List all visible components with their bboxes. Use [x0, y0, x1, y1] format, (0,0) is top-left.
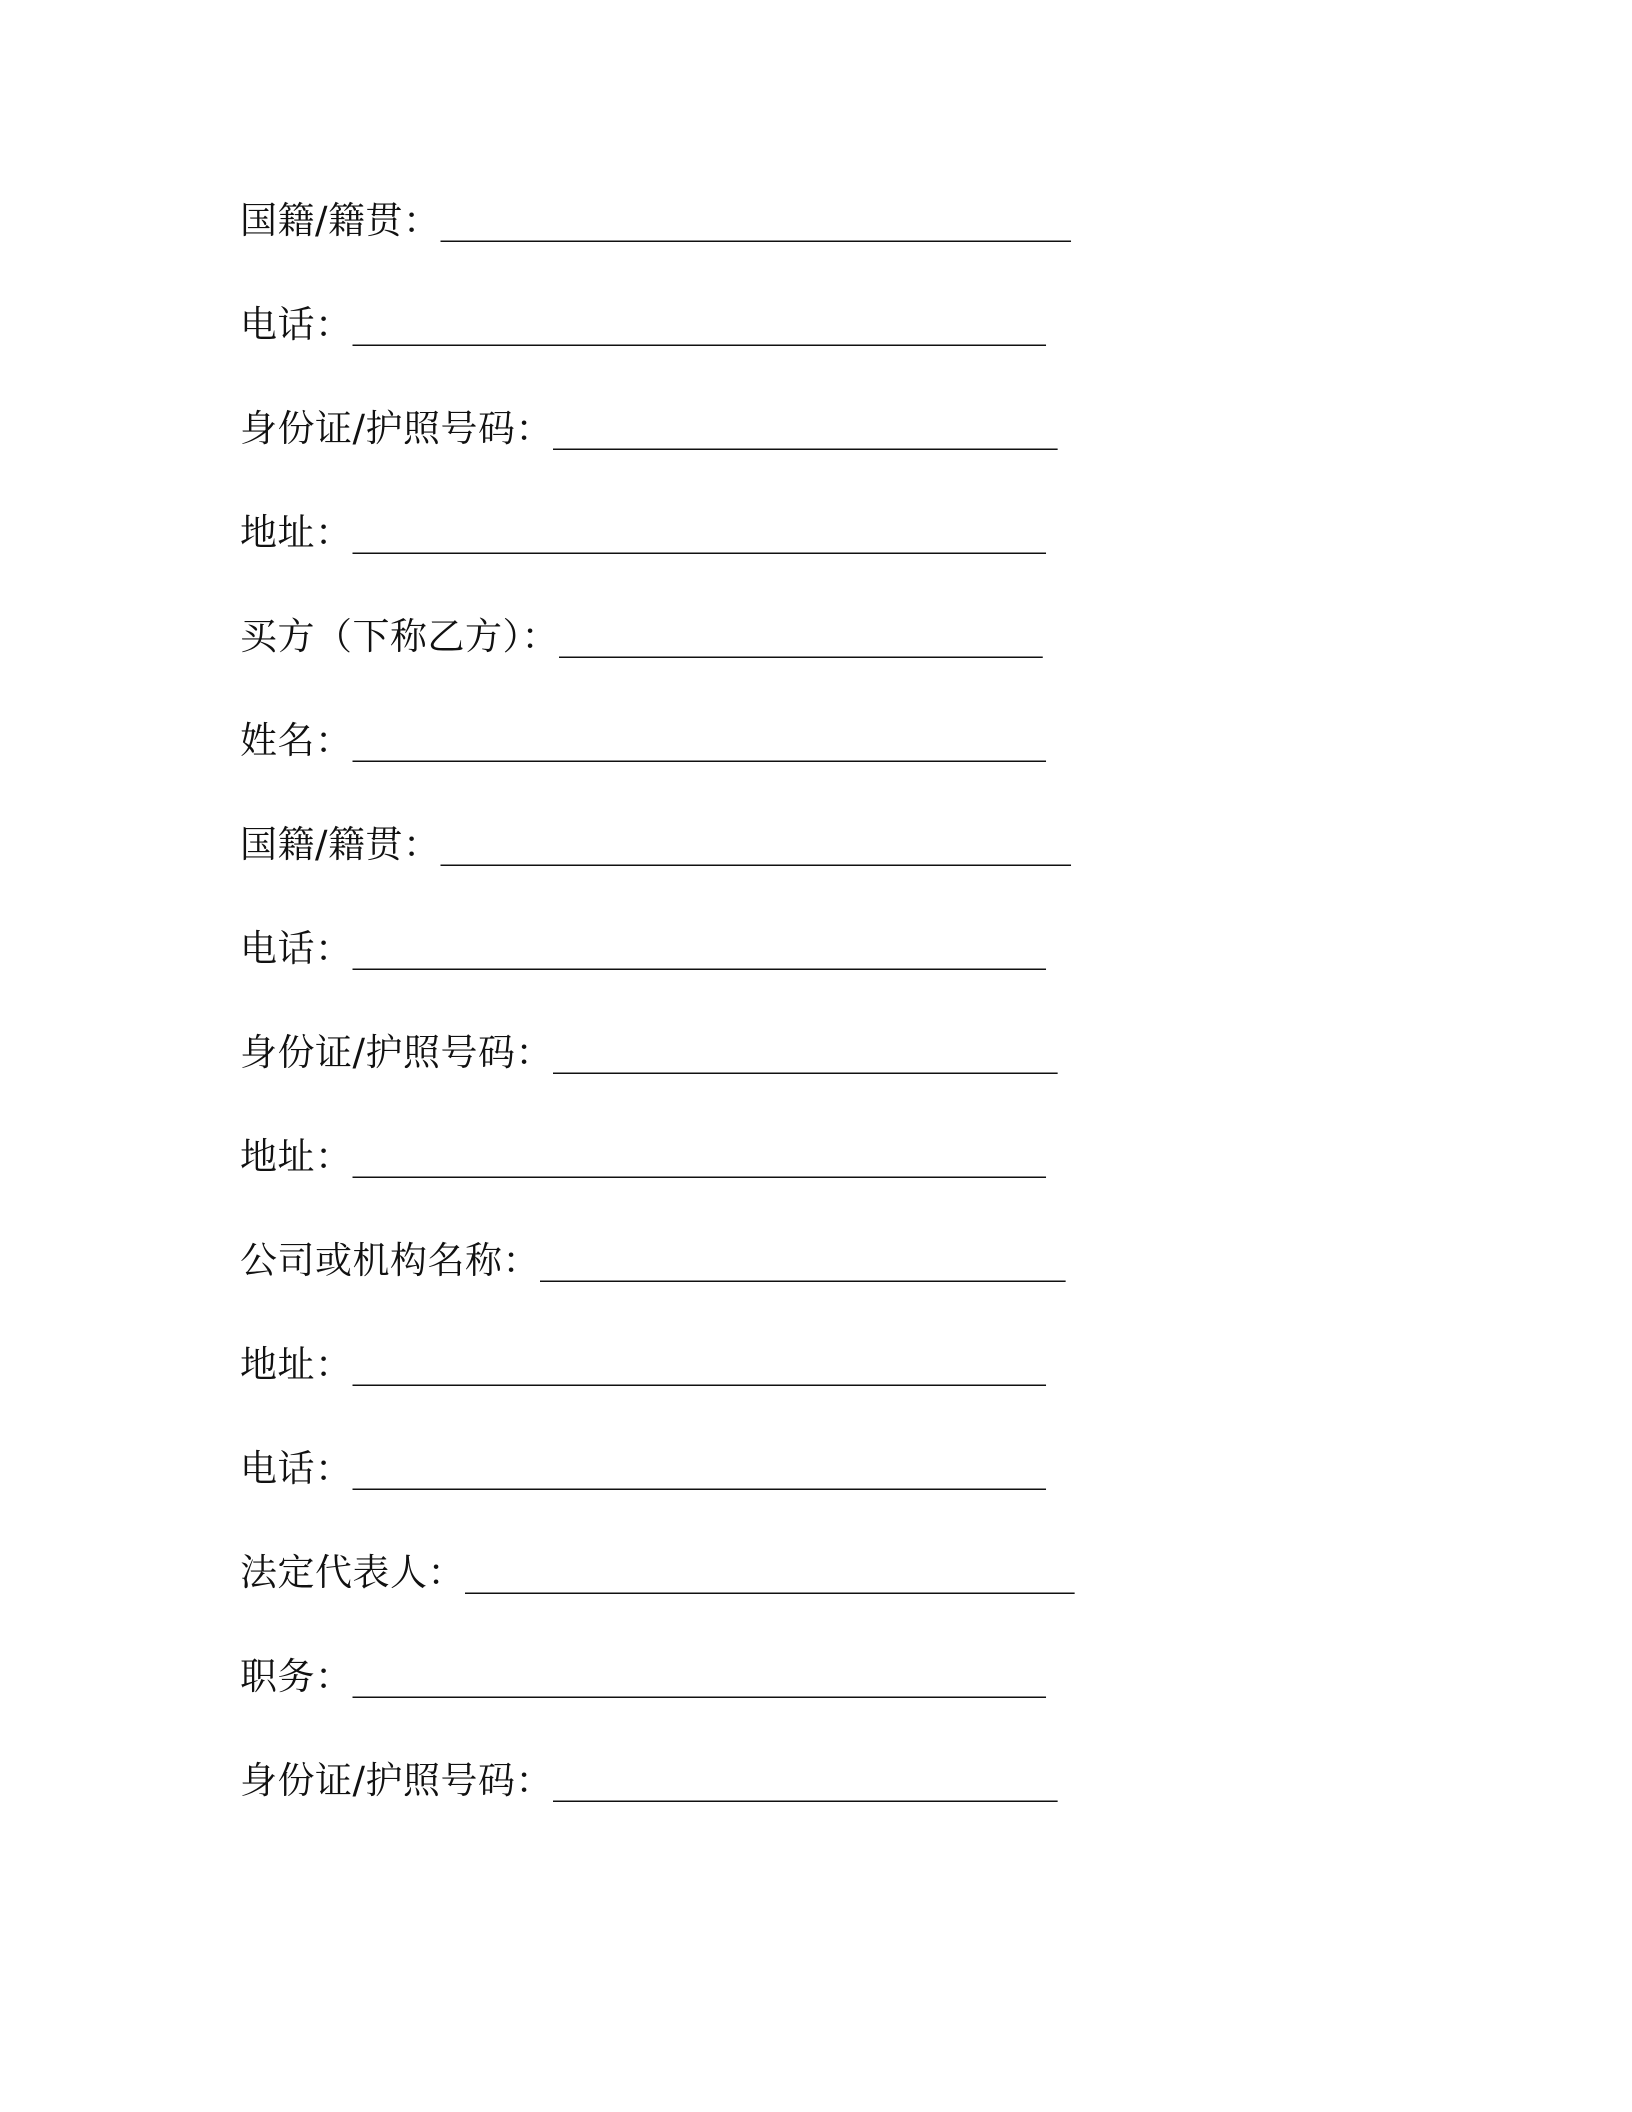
field-label-buyer-heading: 买方（下称乙方）：: [240, 615, 559, 658]
field-label-name: 姓名：: [240, 719, 353, 762]
field-row-position: [240, 1652, 1140, 1756]
field-row-buyer-heading: [240, 612, 1140, 716]
field-label-company-address: 地址：: [240, 1343, 353, 1386]
field-blank-legal-representative: _____________________________: [465, 1551, 1074, 1594]
field-label-company-name: 公司或机构名称：: [240, 1239, 540, 1282]
field-blank-representative-id-number: ________________________: [552, 1759, 1057, 1802]
field-row-address: [240, 508, 1140, 612]
field-label-legal-representative: 法定代表人：: [240, 1551, 465, 1594]
field-row-company-phone: [240, 1444, 1140, 1548]
field-blank-buyer-phone: _________________________________: [352, 927, 1045, 970]
field-row-representative-id-number: [240, 1756, 1140, 1860]
field-label-representative-id-number: 身份证/护照号码：: [240, 1759, 553, 1802]
field-row-company-name: [240, 1236, 1140, 1340]
field-blank-name: _________________________________: [352, 719, 1045, 762]
field-blank-nationality: ______________________________: [440, 199, 1070, 242]
field-label-address: 地址：: [240, 511, 353, 554]
field-row-id-number: [240, 404, 1140, 508]
field-blank-buyer-address: _________________________________: [352, 1135, 1045, 1178]
form-field-list: [240, 196, 1140, 1860]
field-row-buyer-id-number: [240, 1028, 1140, 1132]
field-row-buyer-phone: [240, 924, 1140, 1028]
field-label-position: 职务：: [240, 1655, 353, 1698]
field-blank-buyer-nationality: ______________________________: [440, 823, 1070, 866]
field-label-id-number: 身份证/护照号码：: [240, 407, 553, 450]
field-row-buyer-address: [240, 1132, 1140, 1236]
field-label-company-phone: 电话：: [240, 1447, 353, 1490]
field-row-buyer-nationality: [240, 820, 1140, 924]
field-row-phone: [240, 300, 1140, 404]
field-label-buyer-nationality: 国籍/籍贯：: [240, 823, 441, 866]
field-row-company-address: [240, 1340, 1140, 1444]
field-blank-id-number: ________________________: [552, 407, 1057, 450]
field-row-nationality: [240, 196, 1140, 300]
field-blank-company-name: _________________________: [540, 1239, 1065, 1282]
field-blank-phone: _________________________________: [352, 303, 1045, 346]
field-label-buyer-id-number: 身份证/护照号码：: [240, 1031, 553, 1074]
field-blank-buyer-id-number: ________________________: [552, 1031, 1057, 1074]
field-label-buyer-address: 地址：: [240, 1135, 353, 1178]
field-blank-position: _________________________________: [352, 1655, 1045, 1698]
field-blank-address: _________________________________: [352, 511, 1045, 554]
field-blank-company-address: _________________________________: [352, 1343, 1045, 1386]
field-label-nationality: 国籍/籍贯：: [240, 199, 441, 242]
field-row-legal-representative: [240, 1548, 1140, 1652]
field-blank-company-phone: _________________________________: [352, 1447, 1045, 1490]
field-label-phone: 电话：: [240, 303, 353, 346]
field-blank-buyer-heading: _______________________: [559, 615, 1042, 658]
field-label-buyer-phone: 电话：: [240, 927, 353, 970]
field-row-name: [240, 716, 1140, 820]
